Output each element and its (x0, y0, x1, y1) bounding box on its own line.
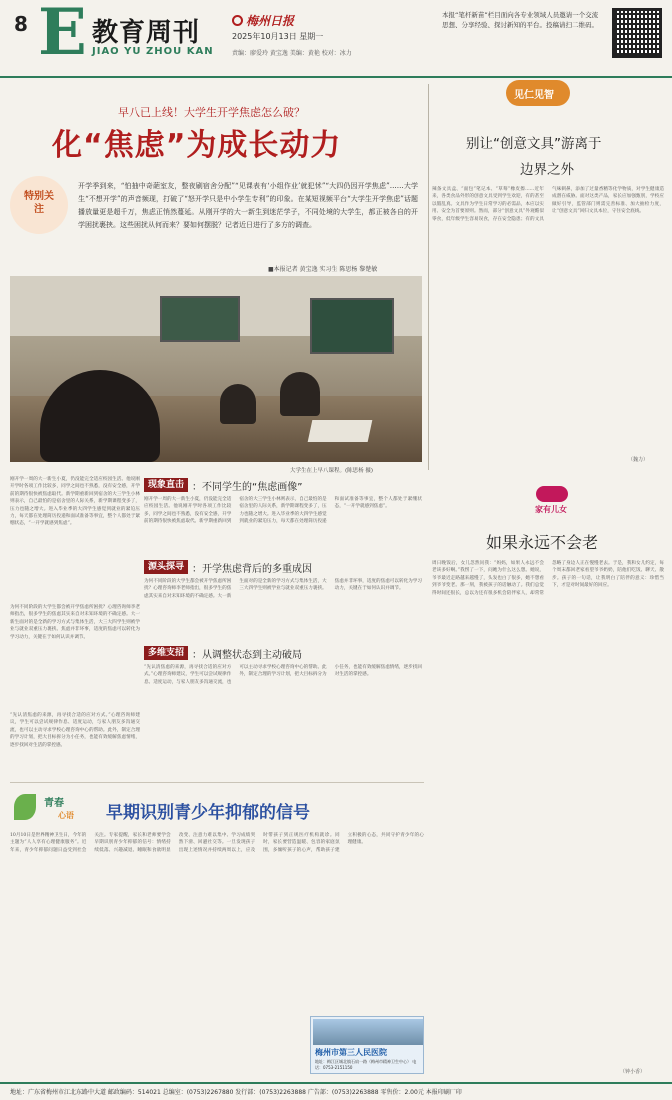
family-badge-top (536, 486, 568, 502)
section-bar-2 (144, 560, 312, 574)
photo-caption: 大学生在上早八课程。(陈思杨 摄) (290, 468, 374, 474)
section-letter: E (38, 0, 87, 70)
section-title: ：从调整状态到主动破局 (192, 649, 303, 661)
opinion-title-line2: 边界之外 (520, 162, 574, 178)
section-title: ：开学焦虑背后的多重成因 (192, 563, 313, 575)
main-headline: 化“焦虑”为成长动力 (52, 128, 342, 163)
opinion-badge-text: 见仁见智 (514, 90, 554, 101)
footer-rule (0, 1082, 672, 1084)
main-kicker: 早八已上线！大学生开学焦虑怎么破？ (118, 106, 305, 119)
photo-blackboard-left (160, 296, 240, 342)
special-badge-text: 特别关注 (24, 191, 54, 215)
editor-credits: 责编：廖爱玲 黄宝逸 美编：黄艳 校对：冰力 (232, 50, 352, 57)
opinion-title-line1: 别让“创意文具”游离于 (466, 136, 602, 152)
special-badge (10, 176, 68, 234)
family-title: 如果永远不会老 (486, 533, 599, 552)
main-body-top: 刚开学一周的大一新生小夏，仍没能完全适应校园生活。他说刚开学时各项工作比较多，同学之间也不熟悉，没有安全感，开学前的期待很快被焦虑取代。新学期重新回到宿舍的大三学生小林则表示，自己最怕的是宿舍里的人际关系，新学期课程变多了，压力也随之增大。进入毕业季的大四学生感觉到就业的紧迫压力，每天都在处理简历投递和面试准备等事宜，整个人都处于紧绷状态，“一开学就感到焦虑”。 (10, 477, 140, 527)
hospital-ad-address: 地址：梅江区城北镇石扇一路（梅州市精神卫生中心） 电话：0753-2151150 (315, 1059, 417, 1070)
submission-notice: 本报“笔杆新苗”栏目面向各专业领域人员邀请一个交流思想、分享经验、探讨新知的平台。投稿请扫二维码。 (442, 11, 599, 29)
page-number: 8 (14, 12, 28, 36)
opinion-author: （魏力） (628, 457, 649, 463)
opinion-badge (506, 80, 570, 106)
opinion-badge-bubble (506, 80, 570, 106)
youth-title: 早期识别青少年抑郁的信号 (106, 803, 310, 823)
masthead-rule (0, 76, 672, 78)
paper-logo-icon (232, 15, 243, 26)
lower-section-rule (10, 782, 424, 783)
hospital-ad-name: 梅州市第三人民医院 (315, 1048, 387, 1057)
photo-blackboard-right (310, 298, 394, 354)
main-byline: ■本报记者 黄宝逸 实习生 陈思杨 黎楚敏 (268, 266, 378, 273)
masthead (0, 0, 672, 80)
qr-code[interactable] (612, 8, 662, 58)
photo-student-2 (220, 384, 256, 424)
paper-logo (232, 12, 294, 29)
family-body: 周日晚饭后，女儿忽然问我：“妈妈，如果人永远不会老该多好啊。”我愣了一下，问她为什么这么想。她说，爷爷最近走路越来越慢了，头发也白了很多，她不想看到爷爷变老。那一刻，我被孩子的话触动了。我们总觉得时间还很长，总以为还有很多机会陪伴家人，却常常忽略了身边人正在慢慢老去。于是，我和女儿约定，每个周末都回老家看望爷爷奶奶，陪他们吃饭、聊天、散步。孩子的一句话，让我明白了陪伴的意义：珍惜当下，才是对时间最好的回应。 (432, 561, 664, 596)
family-badge-text: 家有儿女 (535, 505, 567, 514)
section-bar-3 (144, 646, 302, 660)
footer-info: 地址：广东省梅州市江北东路中大道 邮政编码：514021 总编室：(0753)2267880 发行部：(0753)2263888 广告部：(0753)2263888 零售价：2.00元 本报印刷厂印 (10, 1089, 462, 1096)
section-title: ：不同学生的“焦虑画像” (192, 481, 303, 493)
classroom-photo (10, 276, 422, 462)
main-body-mid: 为何不同阶段的大学生都会被开学焦虑所困扰？心理咨询师李老师指出，很多学生的焦虑其实来自对未知环境的不确定感。大一新生面对的是全新的学习方式与集体生活，大三大四学生则被学业与就业双重压力裹挟。焦虑并非坏事，适度的焦虑可以转化为学习动力，关键在于如何认识并调节。 (10, 605, 140, 640)
youth-badge-bottom: 心语 (58, 811, 74, 820)
family-author: （钟小香） (620, 1069, 646, 1075)
leaf-icon (14, 794, 36, 820)
main-body-bottom: “先认清焦虑的来源，再寻找合适的应对方式。”心理咨询师建议，学生可以尝试规律作息、适度运动，与家人朋友多沟通交流，也可以主动寻求学校心理咨询中心的帮助。此外，制定合理的学习计划，把大目标拆分为小任务，也能有效缓解焦虑情绪，逐步找回对生活的掌控感。 (10, 713, 140, 748)
issue-date: 2025年10月13日 星期一 (232, 32, 324, 41)
section-tag: 多维支招 (144, 646, 188, 660)
family-badge (528, 486, 574, 524)
section-tag: 现象直击 (144, 478, 188, 492)
paper-name: 梅州日报 (246, 14, 295, 28)
youth-badge-top: 青春 (44, 798, 64, 809)
photo-student-3 (280, 372, 320, 416)
section2-body: 为何不同阶段的大学生都会被开学焦虑所困扰？心理咨询师李老师指出，很多学生的焦虑其实来自对未知环境的不确定感。大一新生面对的是全新的学习方式与集体生活，大三大四学生则被学业与就业双重压力裹挟。焦虑并非坏事，适度的焦虑可以转化为学习动力，关键在于如何认识并调节。 (144, 579, 422, 599)
hospital-ad-photo (313, 1019, 423, 1045)
section1-body: 刚开学一周的大一新生小夏，仍没能完全适应校园生活。他说刚开学时各项工作比较多，同学之间也不熟悉，没有安全感，开学前的期待很快被焦虑取代。新学期重新回到宿舍的大三学生小林则表示，自己最怕的是宿舍里的人际关系，新学期课程变多了，压力也随之增大。进入毕业季的大四学生感觉到就业的紧迫压力，每天都在处理简历投递和面试准备等事宜，整个人都处于紧绷状态，“一开学就感到焦虑”。 (144, 497, 422, 525)
section3-body: “先认清焦虑的来源，再寻找合适的应对方式。”心理咨询师建议，学生可以尝试规律作息、适度运动，与家人朋友多沟通交流，也可以主动寻求学校心理咨询中心的帮助。此外，制定合理的学习计划，把大目标拆分为小任务，也能有效缓解焦虑情绪，逐步找回对生活的掌控感。 (144, 665, 422, 685)
opinion-body: 辣条文具盒、“面包”笔记本、“草莓”橡皮擦……近年来，各类食品外形的创意文具受到学生欢迎，有的甚至以假乱真。文具作为学生日常学习的必需品，本应以实用、安全为首要原则。然而，部分“创意文具”外观酷似零食，低年级学生容易误食，存在安全隐患；有的文具气味刺鼻，添加了过量香精等化学物质，对学生健康造成潜在威胁。面对这类产品，家长应加强甄别，学校应做好引导，监管部门则需完善标准、加大抽检力度，让“创意文具”回归文具本位，守住安全底线。 (432, 187, 664, 222)
section-pinyin: JIAO YU ZHOU KAN (92, 46, 214, 57)
photo-book (308, 420, 373, 442)
section-title: 教育周刊 (92, 18, 201, 48)
youth-badge (10, 790, 100, 830)
section-tag: 源头探寻 (144, 560, 188, 574)
main-lead: 开学季到来，“怕抽中奇葩室友，整夜刷宿舍分配”“见课表有‘小组作业’就犯怵”“大四仍因开学焦虑”……大学生“不想开学”的声音频现，打破了“怒开学只是中小学生专利”的印象。在某短视频平台“大学生开学焦虑”话题播放量更是超千万，焦虑正悄然蔓延。从刚开学的大一新生到迷茫学子，不同处境的大学生，都正被各自的开学困扰裹挟。这些困扰从何而来？要如何摆脱？记者近日进行了多方的调查。 (78, 182, 418, 229)
youth-body: 10月10日是世界精神卫生日，今年的主题为“人人享有心理健康服务”。近年来，青少年抑郁问题日益受到社会关注。专家提醒，家长和老师要学会早期识别青少年抑郁的信号：情绪持续低落、兴趣减退、睡眠和食欲明显改变、注意力难以集中、学习成绩突然下滑、回避社交等。一旦发现孩子出现上述情况并持续两周以上，应及时带孩子到正规医疗机构就诊。同时，家长要营造温暖、包容的家庭氛围，多倾听孩子的心声，帮助孩子建立积极的心态，共同守护青少年的心理健康。 (10, 833, 424, 853)
hospital-ad (310, 1016, 424, 1074)
photo-student-1 (40, 370, 160, 462)
column-divider (428, 84, 429, 470)
section-bar-1 (144, 478, 302, 492)
